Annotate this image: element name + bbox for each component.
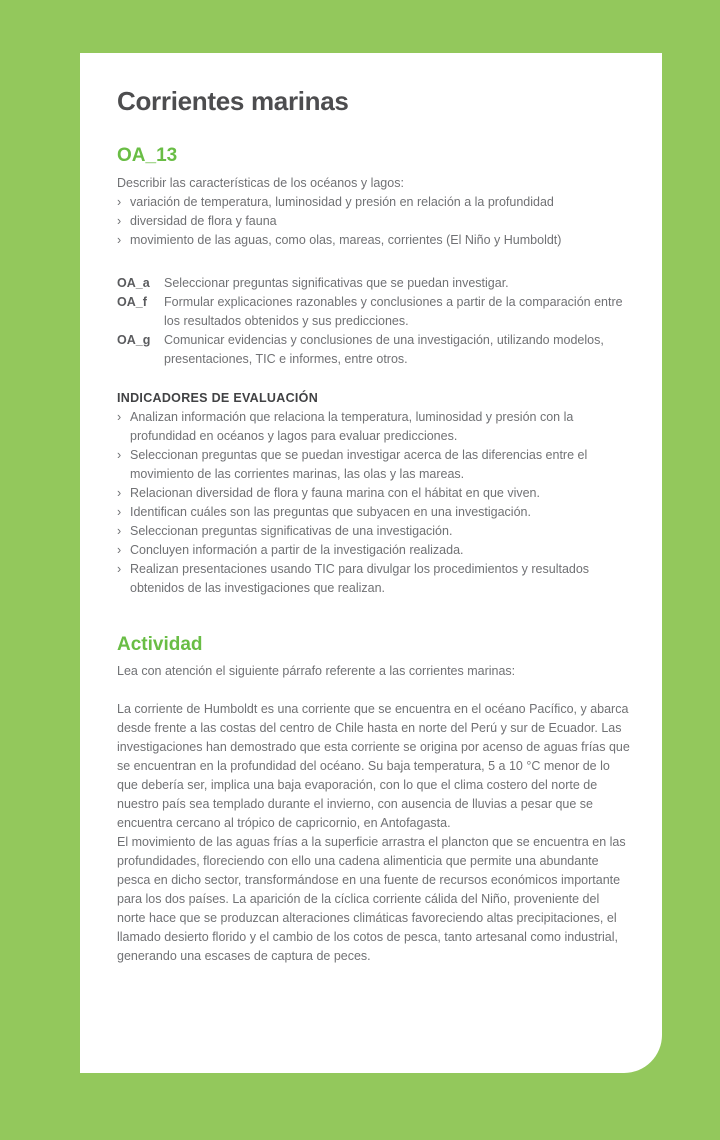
- content-card: [80, 53, 662, 1073]
- chevron-bullet-icon: ›: [117, 194, 122, 209]
- list-item-text: diversidad de flora y fauna: [130, 213, 277, 228]
- objective-code: OA_a: [117, 275, 150, 290]
- list-item: [117, 560, 630, 598]
- list-item-text: Seleccionan preguntas que se puedan investigar acerca de las diferencias entre el movimiento de las corrientes marinas, las olas y las mareas.: [130, 447, 588, 481]
- objective-row: [117, 293, 630, 331]
- chevron-bullet-icon: ›: [117, 542, 122, 557]
- list-item: [117, 541, 630, 560]
- list-item: [117, 446, 630, 484]
- objective-code: OA_f: [117, 294, 147, 309]
- oa13-intro: Describir las características de los océanos y lagos:: [117, 175, 404, 190]
- list-item: [117, 193, 630, 212]
- chevron-bullet-icon: ›: [117, 523, 122, 538]
- chevron-bullet-icon: ›: [117, 447, 122, 462]
- indicators-heading: INDICADORES DE EVALUACIÓN: [117, 390, 319, 405]
- oa13-section: [117, 145, 630, 250]
- activity-heading: Actividad: [117, 633, 203, 655]
- list-item: [117, 503, 630, 522]
- objective-row: [117, 274, 630, 293]
- chevron-bullet-icon: ›: [117, 485, 122, 500]
- activity-section: [117, 634, 630, 967]
- list-item: [117, 484, 630, 503]
- list-item: [117, 231, 630, 250]
- list-item-text: Relacionan diversidad de flora y fauna marina con el hábitat en que viven.: [130, 485, 540, 500]
- objective-text: Formular explicaciones razonables y conclusiones a partir de la comparación entre los resultados obtenidos y sus predicciones.: [164, 294, 623, 328]
- activity-paragraph: El movimiento de las aguas frías a la superficie arrastra el plancton que se encuentra en las profundidades, floreciendo con ello una cadena alimenticia que permite una abundante pesca en dicho sector, transformándose en una fuente de recursos económicos importante para los dos países. La aparición de la cíclica corriente cálida del Niño, proveniente del norte hace que se produzcan alteraciones climáticas favoreciendo altas precipitaciones, el llamado desierto florido y el cambio de los cotos de pesca, tanto artesanal como industrial, generando una escases de captura de peces.: [117, 835, 626, 964]
- list-item-text: Seleccionan preguntas significativas de una investigación.: [130, 523, 453, 538]
- chevron-bullet-icon: ›: [117, 213, 122, 228]
- list-item-text: movimiento de las aguas, como olas, mareas, corrientes (El Niño y Humboldt): [130, 232, 562, 247]
- activity-paragraphs: [117, 700, 630, 966]
- chevron-bullet-icon: ›: [117, 561, 122, 576]
- objectives-section: [117, 274, 630, 369]
- chevron-bullet-icon: ›: [117, 409, 122, 424]
- indicators-section: [117, 389, 630, 598]
- list-item: [117, 212, 630, 231]
- chevron-bullet-icon: ›: [117, 504, 122, 519]
- list-item: [117, 522, 630, 541]
- objective-code: OA_g: [117, 332, 151, 347]
- oa13-bullet-list: [117, 193, 630, 250]
- list-item-text: Identifican cuáles son las preguntas que subyacen en una investigación.: [130, 504, 531, 519]
- list-item: [117, 408, 630, 446]
- activity-paragraph: La corriente de Humboldt es una corriente que se encuentra en el océano Pacífico, y abarca desde frente a las costas del centro de Chile hasta en norte del Perú y sur de Ecuador. Las investigaciones han demostrado que esta corriente se origina por acenso de aguas frías que se encuentran en la profundidad del océano. Su baja temperatura, 5 a 10 °C menor de lo que debería ser, implica una baja evaporación, con lo que el clima costero del norte de nuestro país sea templado durante el invierno, con ausencia de lluvias a pesar que se encuentra cercano al trópico de capricornio, en Antofagasta.: [117, 702, 630, 831]
- list-item-text: variación de temperatura, luminosidad y presión en relación a la profundidad: [130, 194, 554, 209]
- chevron-bullet-icon: ›: [117, 232, 122, 247]
- objective-text: Comunicar evidencias y conclusiones de una investigación, utilizando modelos, presentaciones, TIC e informes, entre otros.: [164, 332, 604, 366]
- oa13-heading: OA_13: [117, 144, 178, 166]
- objective-row: [117, 331, 630, 369]
- page-title: Corrientes marinas: [117, 86, 349, 116]
- activity-lead: Lea con atención el siguiente párrafo referente a las corrientes marinas:: [117, 664, 516, 679]
- list-item-text: Analizan información que relaciona la temperatura, luminosidad y presión con la profundidad en océanos y lagos para evaluar predicciones.: [130, 409, 574, 443]
- list-item-text: Concluyen información a partir de la investigación realizada.: [130, 542, 464, 557]
- objective-text: Seleccionar preguntas significativas que se puedan investigar.: [164, 275, 509, 290]
- list-item-text: Realizan presentaciones usando TIC para divulgar los procedimientos y resultados obtenidos de las investigaciones que realizan.: [130, 561, 590, 595]
- indicators-list: [117, 408, 630, 598]
